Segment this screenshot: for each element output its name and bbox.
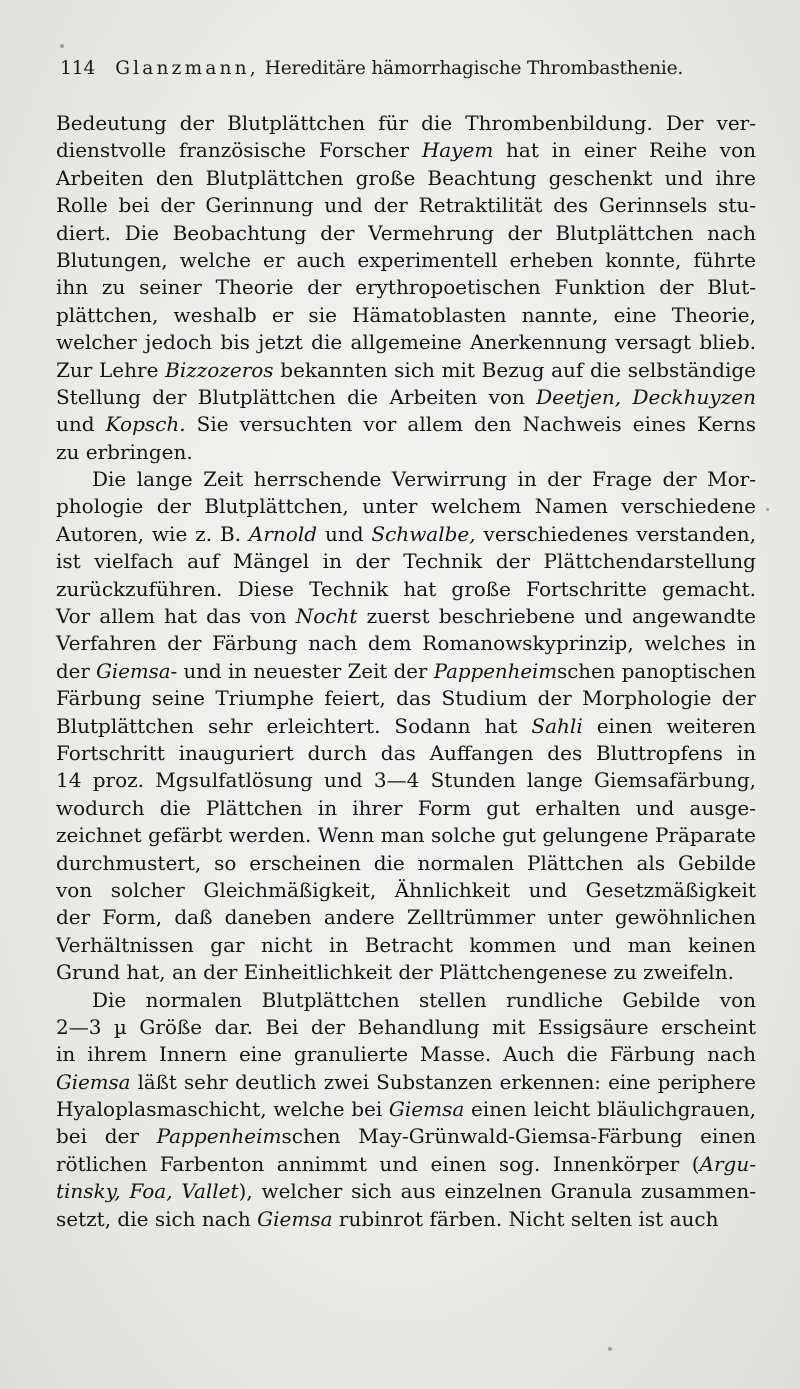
italic-name: Giemsa	[56, 1070, 131, 1094]
text-run: einen weiteren	[582, 713, 757, 738]
text-run: plättchen, weshalb er sie Hämatoblasten nannte, eine Theorie,	[56, 302, 756, 327]
text-run: schen May-Grünwald-Giemsa-Färbung einen	[281, 1124, 757, 1149]
text-run: Bedeutung der Blutplättchen für die Thrombenbildung. Der ver-	[56, 111, 756, 135]
text-line	[56, 384, 756, 411]
text-run: Zur Lehre	[56, 357, 166, 382]
text-run: bei der	[56, 1124, 157, 1149]
text-run: ihn zu seiner Theorie der erythropoetischen Funktion der Blut-	[56, 275, 756, 300]
text-line	[56, 1096, 756, 1123]
text-run: Die lange Zeit herrschende Verwirrung in der Frage der Mor-	[92, 467, 756, 492]
text-line	[56, 576, 756, 603]
text-run: von solcher Gleichmäßigkeit, Ähnlichkeit und Gesetzmäßigkeit	[56, 877, 756, 902]
text-line	[56, 411, 756, 438]
text-line	[56, 1123, 756, 1150]
italic-name: Giemsa	[388, 1097, 465, 1122]
text-run: der	[56, 659, 97, 683]
running-head-author: Glanzmann,	[115, 58, 259, 79]
text-line	[56, 767, 756, 794]
text-line	[56, 740, 756, 767]
text-run: Grund hat, an der Einheitlichkeit der Plättchengenese zu zweifeln.	[56, 960, 734, 985]
page-number: 114	[60, 58, 96, 79]
text-line	[56, 603, 756, 630]
text-line	[56, 713, 756, 740]
text-line	[56, 1151, 756, 1178]
paper-speck	[60, 44, 64, 48]
text-run: zu erbringen.	[56, 439, 193, 464]
text-line	[56, 877, 756, 904]
text-line	[56, 822, 756, 849]
paper-speck	[766, 508, 769, 511]
text-run: läßt sehr deutlich zwei Substanzen erkennen: eine periphere	[130, 1070, 756, 1094]
text-line	[56, 932, 756, 959]
running-head-title: Hereditäre hämorrhagische Thrombasthenie.	[264, 58, 684, 79]
text-line	[56, 1014, 756, 1041]
text-line	[56, 274, 756, 301]
body-text	[56, 110, 756, 1233]
text-line	[56, 795, 756, 822]
text-line	[56, 521, 756, 548]
italic-name: Sahli	[531, 713, 583, 738]
text-run: und	[317, 521, 372, 546]
text-run: Autoren, wie z. B.	[56, 521, 249, 546]
text-run: hat in einer Reihe von	[493, 138, 756, 163]
text-run: in ihrem Innern eine granulierte Masse. Auch die Färbung nach	[56, 1042, 756, 1067]
text-line	[56, 329, 756, 356]
text-run: durchmustert, so erscheinen die normalen Plättchen als Gebilde	[56, 850, 756, 875]
text-run: rötlichen Farbenton annimmt und einen sog. Innenkörper (	[56, 1151, 700, 1176]
running-head	[60, 58, 750, 79]
italic-name: Giemsa	[257, 1206, 333, 1231]
text-line	[56, 685, 756, 712]
text-run: zurückzuführen. Diese Technik hat große Fortschritte gemacht.	[56, 576, 756, 601]
text-line	[56, 987, 756, 1014]
text-run: Blutplättchen sehr erleichtert. Sodann hat	[56, 713, 532, 738]
text-run: Färbung seine Triumphe feiert, das Studium der Morphologie der	[56, 686, 756, 711]
text-run: diert. Die Beobachtung der Vermehrung der Blutplättchen nach	[56, 220, 756, 245]
text-run: der Form, daß daneben andere Zelltrümmer unter gewöhnlichen	[56, 905, 756, 930]
text-line	[56, 302, 756, 329]
text-run: Sie versuchten vor allem den Nachweis eines Kerns	[185, 412, 757, 437]
text-line	[56, 630, 756, 657]
italic-name: Hayem	[421, 138, 494, 163]
text-run: und	[56, 412, 106, 437]
text-line	[56, 110, 756, 137]
text-run: Die normalen Blutplättchen stellen rundliche Gebilde von	[92, 987, 756, 1012]
text-run: Stellung der Blutplättchen die Arbeiten von	[56, 384, 537, 409]
text-line	[56, 1178, 756, 1205]
text-line	[56, 439, 756, 466]
text-line	[56, 1206, 756, 1233]
text-line	[56, 357, 756, 384]
paper-speck	[608, 1347, 612, 1351]
text-run: zuerst beschriebene und angewandte	[357, 604, 756, 629]
text-run: Fortschritt inauguriert durch das Auffangen des Bluttropfens in	[56, 740, 756, 765]
text-line	[56, 192, 756, 219]
italic-name: tinsky, Foa, Vallet	[56, 1179, 239, 1204]
text-run: zeichnet gefärbt werden. Wenn man solche gut gelungene Präparate	[56, 823, 756, 848]
text-run: welcher jedoch bis jetzt die allgemeine Anerkennung versagt blieb.	[56, 330, 756, 355]
italic-name: Arnold	[248, 521, 318, 546]
text-run: 2—3 µ Größe dar. Bei der Behandlung mit Essigsäure erscheint	[56, 1014, 756, 1039]
text-line	[56, 137, 756, 164]
text-run: Rolle bei der Gerinnung und der Retraktilität des Gerinnsels stu-	[56, 193, 756, 218]
text-run: Blutungen, welche er auch experimentell erheben konnte, führte	[56, 247, 756, 272]
text-run: Vor allem hat das von	[56, 604, 296, 629]
italic-name: Deetjen, Deckhuyzen	[536, 384, 756, 409]
text-run: einen leicht bläulichgrauen,	[464, 1097, 756, 1122]
text-line	[56, 493, 756, 520]
text-line	[56, 658, 756, 685]
text-run: schen panoptischen	[557, 659, 756, 683]
text-line	[56, 850, 756, 877]
text-run: verschiedenes verstanden,	[475, 521, 756, 546]
text-line	[56, 1041, 756, 1068]
text-run: und in neuester Zeit der	[177, 659, 434, 683]
text-line	[56, 466, 756, 493]
text-run: Arbeiten den Blutplättchen große Beachtung geschenkt und ihre	[56, 165, 756, 190]
text-run: wodurch die Plättchen in ihrer Form gut erhalten und ausge-	[56, 795, 756, 820]
italic-name: Bizzozeros	[165, 357, 274, 382]
text-line	[56, 1069, 756, 1096]
text-line	[56, 904, 756, 931]
text-line	[56, 959, 756, 986]
text-run: dienstvolle französische Forscher	[56, 138, 422, 163]
italic-name: Schwalbe,	[371, 521, 476, 546]
text-line	[56, 247, 756, 274]
text-line	[56, 165, 756, 192]
text-run: bekannten sich mit Bezug auf die selbständige	[273, 357, 757, 382]
italic-name: Argu-	[699, 1151, 756, 1176]
text-run: phologie der Blutplättchen, unter welchem Namen verschiedene	[56, 494, 756, 519]
italic-name: Pappenheim	[156, 1124, 282, 1149]
text-run: rubinrot färben. Nicht selten ist auch	[332, 1206, 719, 1231]
italic-name: Nocht	[295, 604, 358, 629]
text-run: Verfahren der Färbung nach dem Romanowskyprinzip, welches in	[56, 631, 756, 656]
text-run: 14 proz. Mgsulfatlösung und 3—4 Stunden lange Giemsafärbung,	[56, 768, 756, 793]
text-run: Verhältnissen gar nicht in Betracht kommen und man keinen	[56, 932, 756, 957]
text-line	[56, 548, 756, 575]
italic-name: Giemsa-	[96, 659, 178, 683]
text-run: setzt, die sich nach	[56, 1206, 258, 1231]
text-run: ist vielfach auf Mängel in der Technik der Plättchendarstellung	[56, 549, 756, 574]
text-line	[56, 220, 756, 247]
text-run: ), welcher sich aus einzelnen Granula zusammen-	[238, 1179, 756, 1204]
italic-name: Kopsch.	[105, 412, 186, 437]
text-run: Hyaloplasmaschicht, welche bei	[56, 1097, 389, 1122]
italic-name: Pappenheim	[433, 659, 558, 683]
